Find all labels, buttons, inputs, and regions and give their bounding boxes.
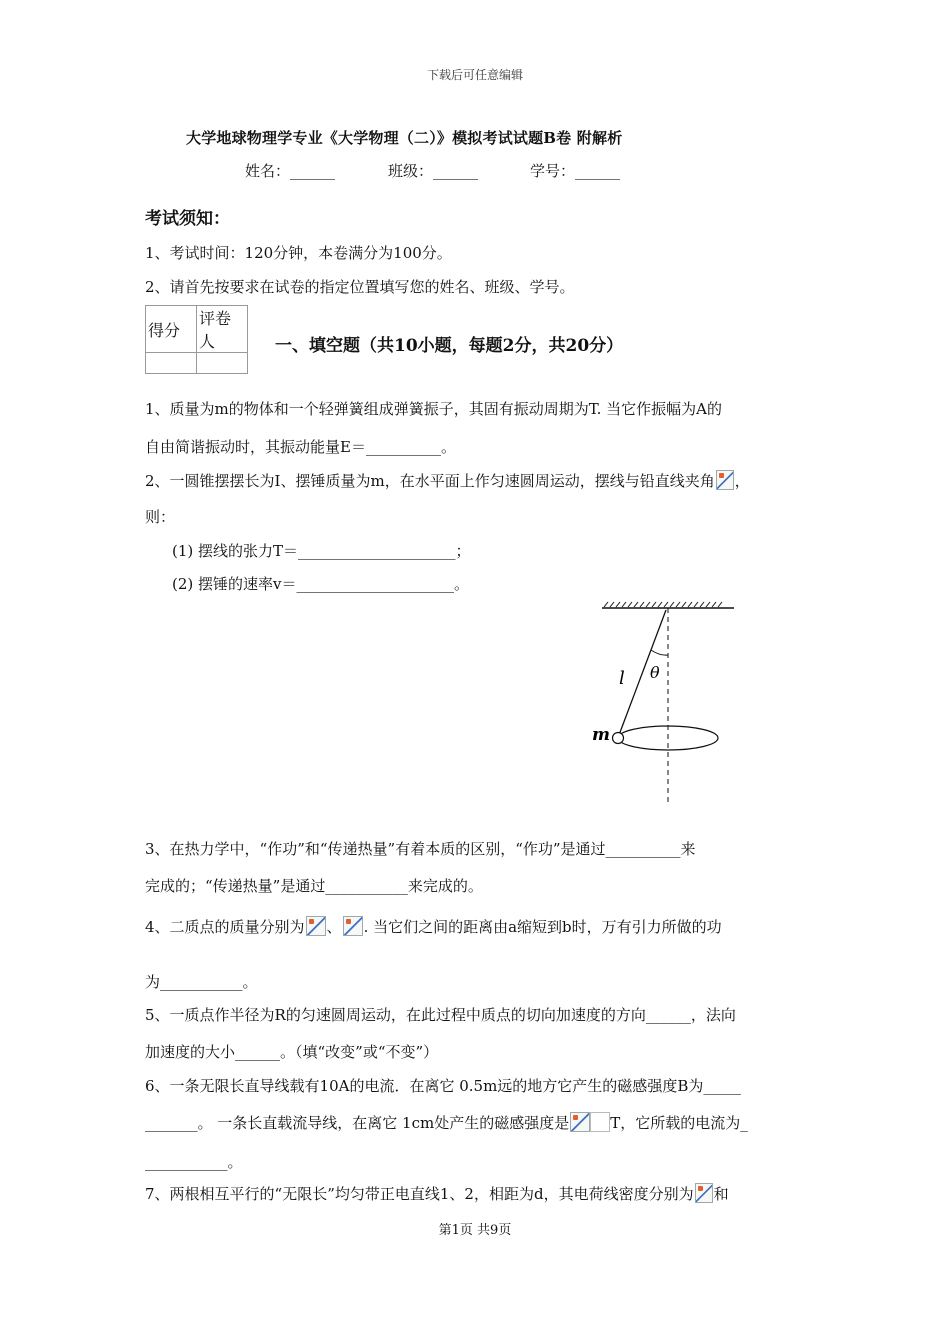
- field-value-image-icon: [570, 1112, 590, 1132]
- q1-line1: 1、质量为m的物体和一个轻弹簧组成弹簧振子，其固有振动周期为T. 当它作振幅为A的: [145, 400, 722, 418]
- class-field: 班级：______: [388, 162, 479, 180]
- q6-line3: ___________。: [145, 1153, 243, 1171]
- q3-line1: 3、在热力学中，“作功”和“传递热量”有着本质的区别，“作功”是通过__________来: [145, 840, 696, 858]
- q7-text: 7、两根相互平行的“无限长”均匀带正电直线1、2，相距为d，其电荷线密度分别为: [145, 1185, 694, 1203]
- ceiling-hatch: [604, 602, 722, 607]
- q2-sub2: (2) 摆锤的速率v＝_____________________。: [172, 575, 469, 593]
- q5-line2: 加速度的大小______。（填“改变”或“不变”）: [145, 1043, 439, 1061]
- theta-arc: [651, 650, 668, 655]
- mass1-image-icon: [306, 916, 326, 936]
- theta-image-icon: [716, 470, 734, 490]
- q2-line1-end: ，: [734, 472, 750, 490]
- exam-title: 大学地球物理学专业《大学物理（二）》模拟考试试题B卷 附解析: [186, 129, 623, 147]
- name-field: 姓名：______: [245, 162, 336, 180]
- student-id-field: 学号：______: [530, 162, 621, 180]
- mass2-image-icon: [343, 916, 363, 936]
- notice-item-2: 2、请首先按要求在试卷的指定位置填写您的姓名、班级、学号。: [145, 278, 575, 296]
- q3-line2: 完成的；“传递热量”是通过___________来完成的。: [145, 877, 483, 895]
- grader-header: 评卷人: [197, 306, 248, 353]
- q4-part1: 4、二质点的质量分别为: [145, 918, 305, 936]
- q6-line2a: _______。 一条长直载流导线，在离它 1cm处产生的磁感强度是: [145, 1114, 570, 1132]
- label-theta: θ: [650, 663, 660, 682]
- score-header: 得分: [146, 306, 197, 353]
- score-cell: [146, 353, 197, 374]
- q6-line2: [145, 1112, 748, 1133]
- pendulum-bob: [613, 733, 624, 744]
- q2-text: 2、一圆锥摆摆长为I、摆锤质量为m，在水平面上作匀速圆周运动，摆线与铅直线夹角: [145, 472, 715, 490]
- q5-line1: 5、一质点作半径为R的匀速圆周运动，在此过程中质点的切向加速度的方向______，法向: [145, 1006, 736, 1024]
- conical-pendulum-figure: [588, 598, 738, 803]
- q6-line1: 6、一条无限长直导线载有10A的电流．在离它 0.5m远的地方它产生的磁感强度B为_____: [145, 1077, 741, 1095]
- notice-item-1: 1、考试时间：120分钟，本卷满分为100分。: [145, 244, 452, 262]
- q2-sub1: (1) 摆线的张力T＝_____________________；: [172, 542, 471, 560]
- notice-heading: 考试须知：: [145, 209, 230, 229]
- q4-sep: 、: [326, 918, 342, 936]
- field-value-box: [590, 1112, 610, 1132]
- score-table: [145, 305, 248, 374]
- q1-line2: 自由简谐振动时，其振动能量E＝__________。: [145, 438, 456, 456]
- charge-density-image-icon: [695, 1183, 713, 1203]
- q6-line2b: T，它所载的电流为_: [610, 1114, 748, 1132]
- q2-line1: [145, 470, 750, 491]
- page-footer: 第1页 共9页: [438, 1223, 512, 1238]
- q2-line2: 则：: [145, 508, 176, 526]
- section-title: 一、填空题（共10小题，每题2分，共20分）: [275, 336, 624, 356]
- grader-cell: [197, 353, 248, 374]
- label-m: m: [592, 725, 610, 745]
- q7-line1-end: 和: [713, 1185, 729, 1203]
- q4-part2: . 当它们之间的距离由a缩短到b时，万有引力所做的功: [363, 918, 722, 936]
- q4-line2: 为___________。: [145, 973, 258, 991]
- q4-line1: [145, 916, 722, 937]
- label-l: l: [619, 668, 625, 689]
- header-note: 下载后可任意编辑: [426, 68, 523, 82]
- q7-line1: [145, 1183, 729, 1204]
